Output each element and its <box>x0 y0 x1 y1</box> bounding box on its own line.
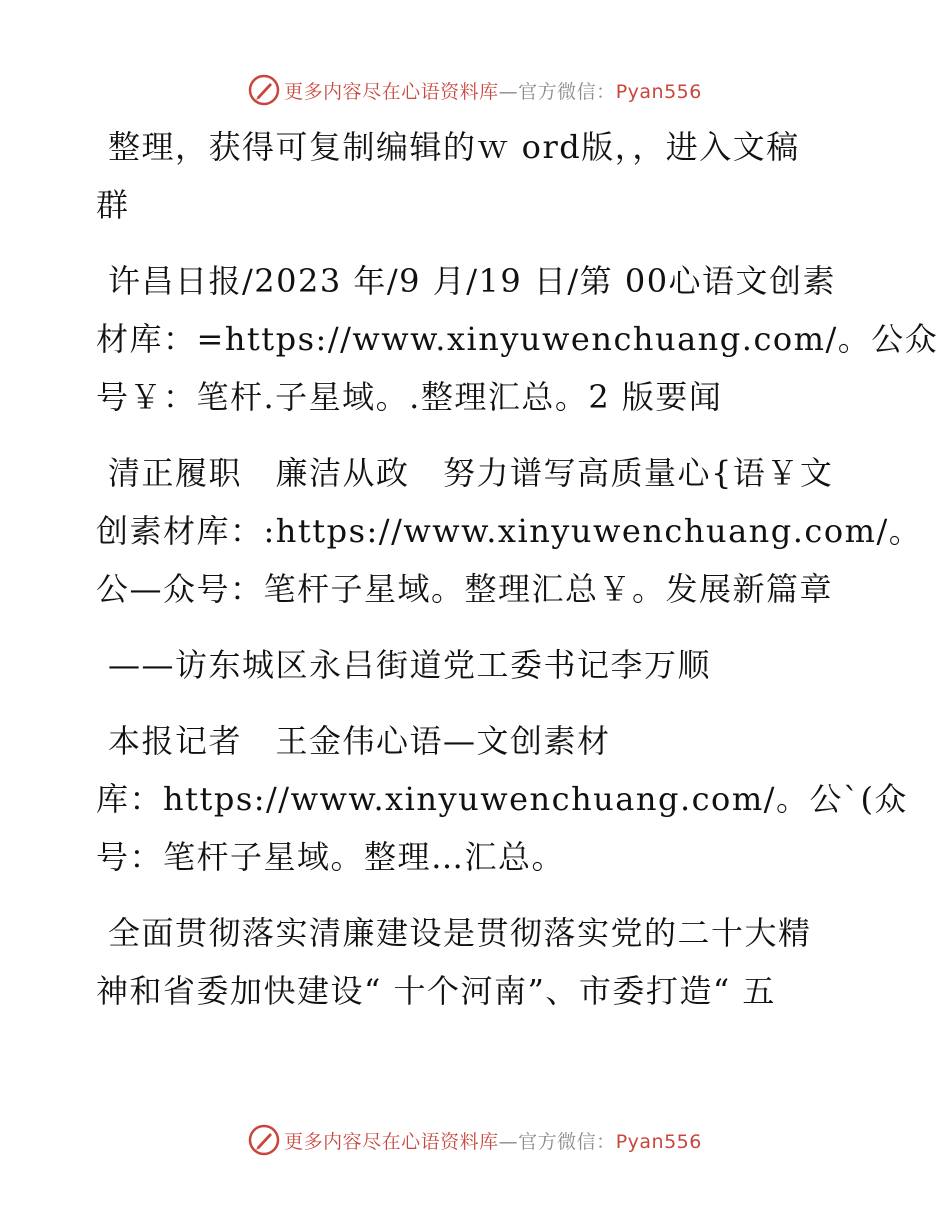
text-line: 神和省委加快建设“ 十个河南”、市委打造“ 五 <box>96 972 776 1010</box>
paragraph <box>96 904 856 1020</box>
text-line: 库：https://www.xinyuwenchuang.com/。公`(众 <box>96 780 908 818</box>
text-line: 创素材库：:https://www.xinyuwenchuang.com/。 <box>96 512 923 550</box>
watermark-part1: 更多内容尽在心语资料库 <box>284 80 499 103</box>
watermark-part2: —官方微信： <box>498 1130 616 1153</box>
watermark-part2: —官方微信： <box>498 80 616 103</box>
watermark-part1: 更多内容尽在心语资料库 <box>284 1130 499 1153</box>
text-line: 号￥：笔杆.子星域。.整理汇总。2 版要闻 <box>96 378 723 416</box>
quill-logo-icon <box>248 1124 280 1156</box>
text-line: 材库：=https://www.xinyuwenchuang.com/。公众 <box>96 320 939 358</box>
watermark-banner-top <box>0 70 950 110</box>
text-line: ——访东城区永吕街道党工委书记李万顺 <box>108 646 712 684</box>
paragraph <box>96 636 856 694</box>
quill-logo-icon <box>248 74 280 106</box>
paragraph <box>96 712 908 886</box>
paragraph <box>96 444 923 618</box>
text-line: 许昌日报/2023 年/9 月/19 日/第 00心语文创素 <box>108 262 837 300</box>
paragraph <box>96 252 939 426</box>
document-body <box>96 118 939 1038</box>
paragraph <box>96 118 856 234</box>
text-line: 清正履职 廉洁从政 努力谱写高质量心{语￥文 <box>108 454 834 492</box>
text-line: 群 <box>96 186 130 224</box>
text-line: 整理，获得可复制编辑的ｗ ord版，，进入文稿 <box>108 128 800 166</box>
watermark-wechat-id: Pyan556 <box>615 1130 702 1153</box>
text-line: 本报记者 王金伟心语—文创素材 <box>108 722 611 760</box>
text-line: 全面贯彻落实清廉建设是贯彻落实党的二十大精 <box>108 914 812 952</box>
watermark-text <box>284 1127 702 1154</box>
text-line: 公—众号：笔杆子星域。整理汇总￥。发展新篇章 <box>96 570 834 608</box>
watermark-banner-bottom <box>0 1120 950 1160</box>
watermark-text <box>284 77 702 104</box>
watermark-wechat-id: Pyan556 <box>615 80 702 103</box>
text-line: 号：笔杆子星域。整理…汇总。 <box>96 838 566 876</box>
